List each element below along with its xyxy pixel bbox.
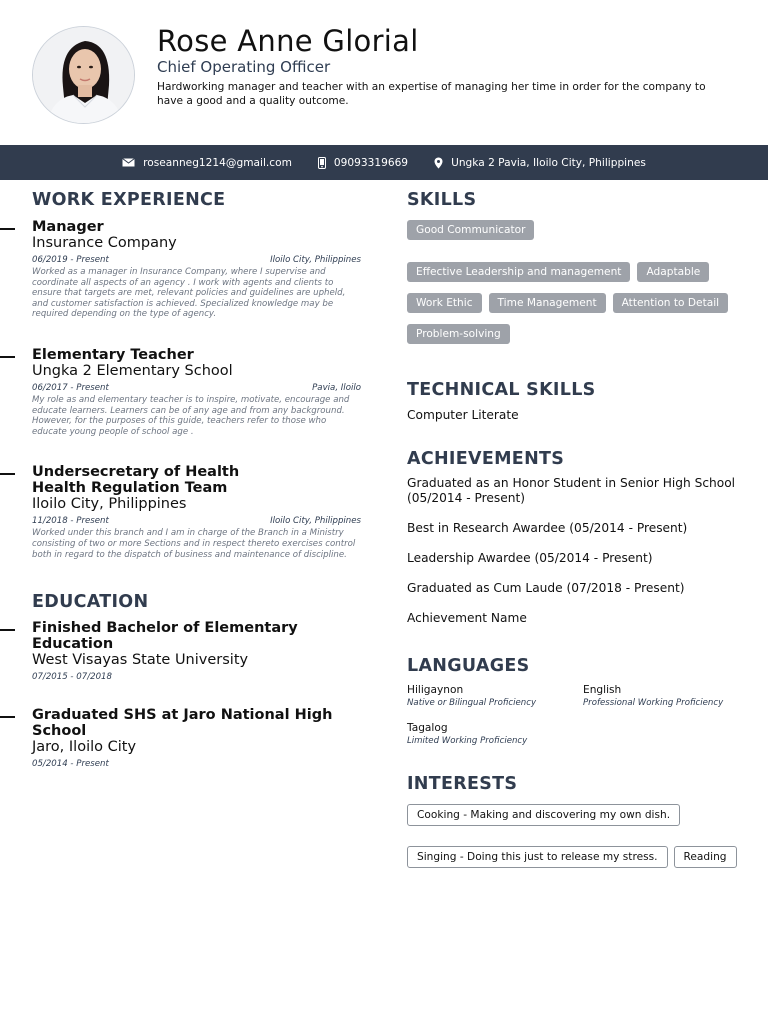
work-description: My role as and elementary teacher is to inspire, motivate, encourage and educate learners. Learners can be of any age and from any background. However, for the purposes of this guide, teachers refer to those who educate young people of school age . — [32, 394, 350, 437]
work-entry — [0, 347, 380, 437]
work-org: Insurance Company — [32, 235, 177, 251]
work-description: Worked as a manager in Insurance Company, where I supervise and coordinate all aspects of an agency . I work with agents and clients to ensure that targets are met, relevant policies and guidelines are upheld, and customer satisfaction is achieved. Specialized knowledge may be required depending on the type of agency. — [32, 267, 346, 320]
achievement-item: Best in Research Awardee (05/2014 - Present) — [407, 521, 688, 535]
skill-tag: Work Ethic — [407, 293, 482, 313]
work-date: 06/2019 - Present — [32, 255, 109, 265]
timeline-marker — [0, 473, 15, 475]
work-date: 11/2018 - Present — [32, 516, 109, 527]
candidate-name: Rose Anne Glorial — [157, 24, 419, 58]
envelope-icon — [122, 158, 135, 167]
candidate-summary: Hardworking manager and teacher with an expertise of managing her time in order for the company to have a good and a quality outcome. — [157, 81, 706, 107]
languages-list — [407, 684, 757, 748]
skill-tag: Attention to Detail — [613, 293, 728, 313]
education-date: 07/2015 - 07/2018 — [32, 672, 112, 683]
language-level: Limited Working Proficiency — [407, 736, 528, 746]
achievements-heading: ACHIEVEMENTS — [407, 449, 565, 469]
avatar — [32, 26, 135, 124]
contact-bar — [0, 145, 768, 180]
language-level: Native or Bilingual Proficiency — [407, 698, 537, 708]
education-entry — [0, 707, 380, 769]
achievement-item: Leadership Awardee (05/2014 - Present) — [407, 551, 653, 565]
avatar-photo — [33, 27, 135, 124]
education-date: 05/2014 - Present — [32, 759, 109, 770]
timeline-marker — [0, 629, 15, 631]
work-title: Undersecretary of Health Health Regulation Team — [32, 464, 240, 497]
contact-email[interactable] — [122, 157, 292, 169]
work-title: Manager — [32, 219, 104, 235]
languages-heading: LANGUAGES — [407, 656, 530, 676]
work-location: Iloilo City, Philippines — [270, 516, 361, 527]
language-level: Professional Working Proficiency — [583, 698, 724, 708]
education-school: West Visayas State University — [32, 652, 249, 669]
location-pin-icon — [434, 157, 443, 169]
achievement-item: Achievement Name — [407, 611, 527, 625]
work-description: Worked under this branch and I am in charge of the Branch in a Ministry consisting of two or more Sections and in respect thereto exercises control both in regard to the dispatch of business and maintenance of discipline. — [32, 528, 356, 560]
interest-tag: Reading — [674, 846, 737, 868]
education-heading: EDUCATION — [32, 592, 149, 613]
interest-tag: Cooking - Making and discovering my own dish. — [407, 804, 680, 826]
education-meta — [32, 672, 361, 682]
language-name: Hiligaynon — [407, 684, 464, 696]
timeline-marker — [0, 716, 15, 718]
contact-phone[interactable] — [318, 157, 408, 169]
work-location: Iloilo City, Philippines — [270, 255, 361, 265]
language-name: Tagalog — [407, 722, 448, 734]
education-meta — [32, 759, 361, 769]
achievement-item: Graduated as Cum Laude (07/2018 - Present) — [407, 581, 685, 595]
language-item — [407, 722, 583, 748]
work-location: Pavia, Iloilo — [312, 382, 361, 393]
education-title: Graduated SHS at Jaro National High School — [32, 707, 333, 740]
interests-list — [407, 804, 752, 868]
work-org: Iloilo City, Philippines — [32, 496, 187, 513]
skills-heading: SKILLS — [407, 190, 477, 210]
work-entry — [0, 464, 380, 560]
language-item — [583, 684, 759, 710]
timeline-marker — [0, 228, 15, 230]
technical-skill: Computer Literate — [407, 408, 519, 422]
skill-tag: Problem-solving — [407, 324, 510, 344]
work-title: Elementary Teacher — [32, 346, 194, 363]
interest-tag: Singing - Doing this just to release my stress. — [407, 846, 668, 868]
education-entry — [0, 620, 380, 682]
skill-tag: Adaptable — [637, 262, 709, 282]
timeline-marker — [0, 356, 15, 358]
skill-tag: Effective Leadership and management — [407, 262, 630, 282]
technical-skills-heading: TECHNICAL SKILLS — [407, 380, 596, 400]
right-column — [407, 180, 757, 868]
phone-text[interactable]: 09093319669 — [333, 156, 409, 169]
address-text: Ungka 2 Pavia, Iloilo City, Philippines — [451, 156, 646, 169]
work-meta — [32, 255, 361, 265]
language-item — [407, 684, 583, 710]
left-column — [0, 180, 380, 769]
email-text[interactable]: roseanneg1214@gmail.com — [143, 156, 292, 169]
phone-icon — [318, 157, 326, 169]
education-title: Finished Bachelor of Elementary Education — [32, 620, 298, 653]
achievement-item: Graduated as an Honor Student in Senior High School (05/2014 - Present) — [407, 476, 736, 505]
skill-tag: Time Management — [489, 293, 606, 313]
skills-list — [407, 220, 752, 344]
language-name: English — [583, 684, 622, 696]
work-org: Ungka 2 Elementary School — [32, 362, 233, 379]
work-experience-heading: WORK EXPERIENCE — [32, 190, 226, 210]
skill-tag: Good Communicator — [407, 220, 534, 240]
education-school: Jaro, Iloilo City — [32, 739, 137, 756]
work-entry — [0, 219, 380, 320]
candidate-role: Chief Operating Officer — [157, 58, 331, 76]
contact-address — [434, 157, 646, 169]
work-meta — [32, 383, 361, 393]
interests-heading: INTERESTS — [407, 774, 518, 794]
work-date: 06/2017 - Present — [32, 382, 109, 393]
work-meta — [32, 516, 361, 526]
resume-header — [0, 0, 768, 145]
